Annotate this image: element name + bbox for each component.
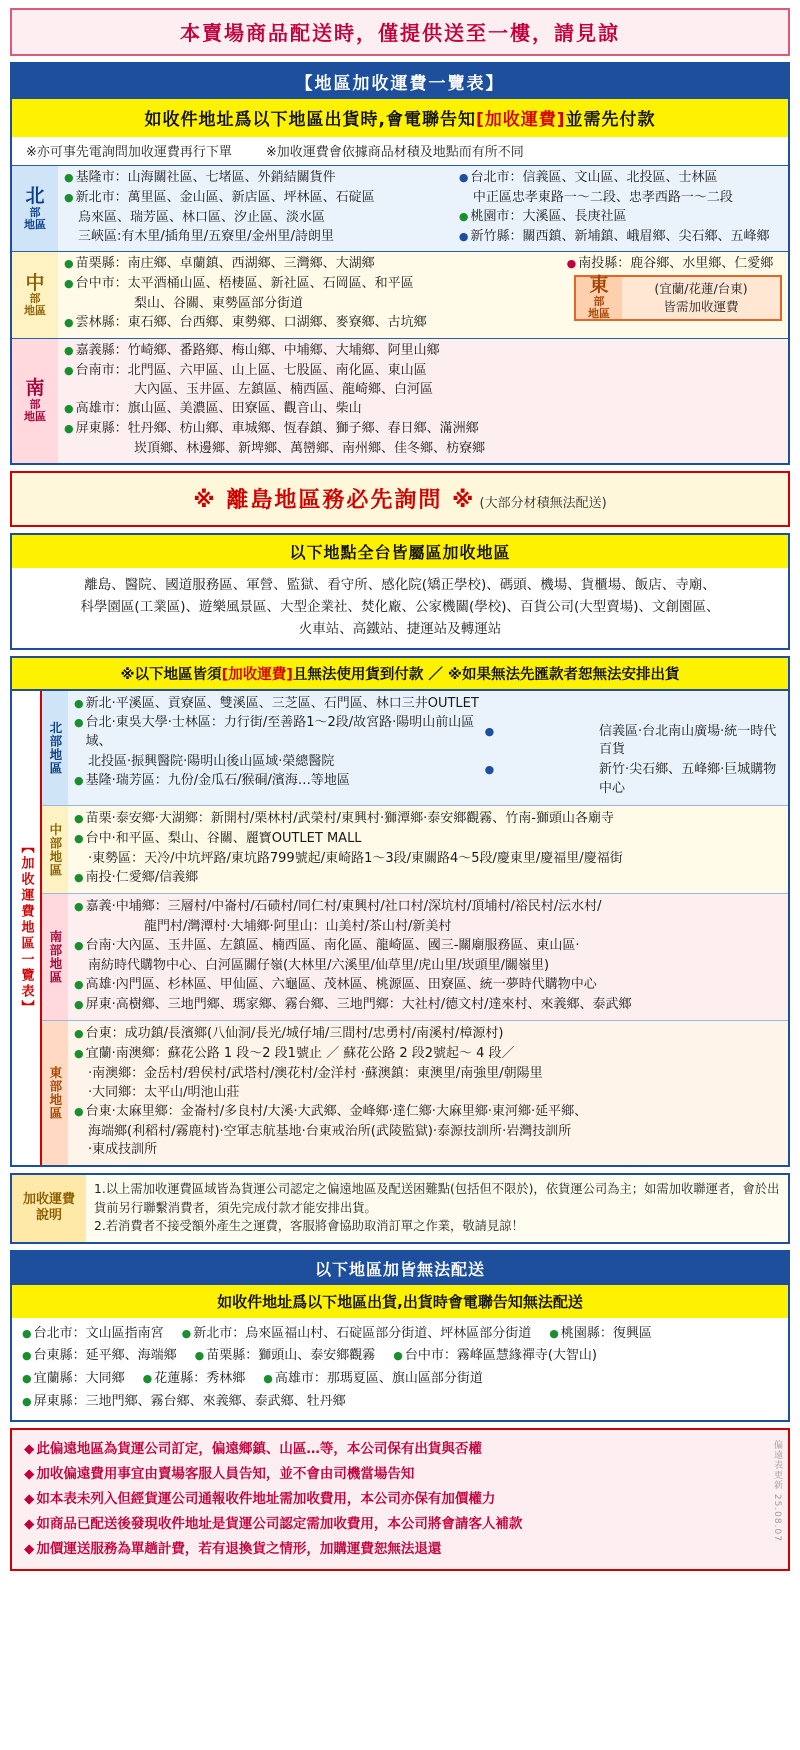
explain-item-0: 1.以上需加收運費區域皆為貨運公司認定之偏遠地區及配送困難點(包括但不限於)，依貨運公司為主；如需加收聯運者，會於出貨前另行聯繫消費者，須先完成付款才能安排出貨。 (94, 1182, 780, 1215)
surcharge-north-body: ● 新北‧平溪區、貢寮區、雙溪區、三芝區、石門區、林口三井OUTLET ● 台北‧東吳大學‧士林區：力行街/至善路1～2段/故宮路‧陽明山前山區域、 北投區‧振興醫院‧陽明山後山區域‧榮總醫院 ● 基隆‧瑞芳區：九份/金瓜石/猴硐/濱海…等地區 ● 信義區‧台北南山廣場‧統一時代百貨 ● 新竹‧尖石鄉、五峰鄉‧巨城購物中心 (68, 691, 788, 805)
bl-m-0: 苗栗‧泰安鄉‧大湖鄉：新開村/栗林村/武榮村/東興村‧獅潭鄉‧泰安鄉觀霧、竹南-獅頭山各廟寺 (85, 810, 614, 826)
bottom-note-row: ◆ 加價運送服務為單趟計費，若有退換貨之情形，加購運費恕無法退還 (24, 1540, 442, 1557)
bottom-note-1: 加收偏遠費用事宜由賣場客服人員告知，並不會由司機當場告知 (36, 1465, 415, 1482)
bl-e-0: 台東：成功鎮/長濱鄉(八仙洞/長光/城仔埔/三間村/忠勇村/南溪村/樟源村) (85, 1026, 504, 1042)
explain-item-1: 2.若消費者不接受額外產生之運費，客服將會協助取消訂單之作業，敬請見諒！ (94, 1219, 524, 1234)
north-left-3: 三峽區:有木里/插角里/五寮里/金州里/詩朗里 (78, 228, 334, 244)
cannot-0-1: 新北市：烏來區福山村、石碇區部分街道、坪林區部分街道 (193, 1325, 532, 1341)
surcharge-row-south (42, 894, 788, 1021)
bl-m-3: 南投‧仁愛鄉/信義鄉 (85, 869, 199, 885)
region-south-body: ● 嘉義縣：竹崎鄉、番路鄉、梅山鄉、中埔鄉、大埔鄉、阿里山鄉 ● 台南市：北門區、六甲區、山上區、七股區、南化區、東山區 大內區、玉井區、左鎮區、楠西區、龍崎鄉、白河區 ● 高雄市：旗山區、美濃區、田寮區、觀音山、柴山 ● 屏東縣：牡丹鄉、枋山鄉、車城鄉、恆春鎮、獅子鄉、春日鄉、滿洲鄉 崁頂鄉、林邊鄉、新埤鄉、萬巒鄉、南州鄉、佳冬鄉、枋寮鄉 (58, 339, 788, 463)
region-mid-tag-s1: 部 (29, 292, 41, 306)
north-right-0: 台北市：信義區、文山區、北投區、士林區 (470, 170, 718, 185)
fee-table-block (10, 62, 790, 465)
region-east-tag (576, 274, 622, 320)
cannot-row: ● 屏東縣：三地門鄉、霧台鄉、來義鄉、泰武鄉、牡丹鄉 (22, 1393, 346, 1409)
bl-e-2: ‧南澳鄉：金岳村/碧侯村/武塔村/澳花村/金洋村 ‧蘇澳鎮：東澳里/南強里/朝陽里 (88, 1066, 543, 1082)
bottom-note-3: 如商品已配送後發現收件地址是貨運公司認定需加收費用，本公司將會請客人補款 (36, 1515, 523, 1532)
region-north-tag-s1: 部 (29, 206, 41, 220)
south-0: 嘉義縣：竹崎鄉、番路鄉、梅山鄉、中埔鄉、大埔鄉、阿里山鄉 (75, 342, 440, 358)
region-south-tag-s2: 地區 (24, 409, 46, 423)
surcharge-row-east (42, 1021, 788, 1165)
region-mid-tag-big: 中 (25, 271, 45, 294)
bottom-note-2: 如本表未列入但經貨運公司通報收件地址需加收費用，本公司亦保有加價權力 (36, 1490, 496, 1507)
bl-s-2: 台南‧大內區、玉井區、左鎮區、楠西區、南化區、龍崎區、國三-關廟服務區、東山區‧ (85, 938, 580, 954)
bl-s-1: 龍門村/灣潭村‧大埔鄉‧阿里山：山美村/茶山村/新美村 (144, 919, 452, 935)
bl-e-1: 宜蘭‧南澳鄉：蘇花公路 1 段～2 段1號止 ／ 蘇花公路 2 段2號起～ 4 段／ (85, 1046, 515, 1062)
all-area-title: 以下地點全台皆屬區加收地區 (12, 535, 788, 568)
all-area-line-1: 科學園區(工業區)、遊樂風景區、大型企業社、焚化廠、公家機關(學校)、百貨公司(大型賣場)、文創園區、 (80, 599, 720, 616)
east-line1: (宜蘭/花蓮/台東) (654, 281, 748, 297)
bl-n-l0: 新北‧平溪區、貢寮區、雙溪區、三芝區、石門區、林口三井OUTLET (85, 695, 479, 711)
fee-table-title: 【地區加收運費一覽表】 (12, 64, 788, 99)
cannot-2-0: 宜蘭縣：大同鄉 (33, 1371, 125, 1387)
cannot-subtitle: 如收件地址爲以下地區出貨,出貨時會電聯告知無法配送 (12, 1285, 788, 1318)
region-east-tag-big: 東 (589, 274, 609, 297)
cannot-row: ● 宜蘭縣：大同鄉 ● 花蓮縣：秀林鄉 ● 高雄市：那瑪夏區、旗山區部分街道 (22, 1371, 483, 1387)
bottom-note-row: ◆ 如本表未列入但經貨運公司通報收件地址需加收費用，本公司亦保有加價權力 (24, 1490, 496, 1507)
all-area-line-0: 離島、醫院、國道服務區、軍營、監獄、看守所、感化院(矯正學校)、碼頭、機場、貨櫃場、飯店、寺廟、 (84, 576, 716, 593)
bl-m-2: ‧東勢區：天冷/中坑坪路/東坑路799號起/東崎路1～3段/東關路4～5段/慶東里/慶福里/慶福街 (88, 850, 623, 866)
region-south-tag-s1: 部 (29, 398, 41, 412)
region-north-tag-big: 北 (25, 185, 45, 208)
bl-s-5: 屏東‧高樹鄉、三地門鄉、瑪家鄉、霧台鄉、三地門鄉：大社村/德文村/達來村、來義鄉、泰武鄉 (85, 996, 632, 1012)
cannot-body (12, 1318, 788, 1420)
all-area-body (12, 568, 788, 648)
mid-left-0: 苗栗縣：南庄鄉、卓蘭鎮、西湖鄉、三灣鄉、大湖鄉 (75, 256, 375, 272)
cannot-deliver-block (10, 1250, 790, 1422)
cannot-1-2: 台中市：霧峰區慧緣禪寺(大智山) (404, 1348, 598, 1364)
top-notice-text: 本賣場商品配送時，僅提供送至一樓，請見諒 (180, 21, 620, 45)
bl-n-l2: 北投區‧振興醫院‧陽明山後山區域‧榮總醫院 (88, 754, 335, 770)
region-mid-tag-s2: 地區 (24, 304, 46, 318)
south-4: 屏東縣：牡丹鄉、枋山鄉、車城鄉、恆春鎮、獅子鄉、春日鄉、滿洲鄉 (75, 421, 479, 437)
region-mid-body: ● 苗栗縣：南庄鄉、卓蘭鎮、西湖鄉、三灣鄉、大湖鄉 ● 台中市：太平酒桶山區、梧棲區、新社區、石岡區、和平區 梨山、谷關、東勢區部分街道 ● 雲林縣：東石鄉、台西鄉、東勢鄉、口湖鄉、麥寮鄉、古坑鄉 ● 南投縣：鹿谷鄉、水里鄉、仁愛鄉 (58, 252, 788, 337)
region-east-text (622, 277, 780, 319)
surcharge-south-body: ● 嘉義‧中埔鄉：三層村/中崙村/石碛村/同仁村/東興村/社口村/深坑村/頂埔村/裕民村/沄水村/ 龍門村/灣潭村‧大埔鄉‧阿里山：山美村/茶山村/新美村 ● 台南‧大內區、玉井區、左鎮區、楠西區、南化區、龍崎區、國三-關廟服務區、東山區‧ 南紡時代購物中心、白河區關仔嶺(大林里/六溪里/仙草里/虎山里/崁頭里/關嶺里) ● 高雄‧內門區、杉林區、甲仙區、六龜區、茂林區、桃源區、田寮區、統一夢時代購物中心 ● 屏東‧高樹鄉、三地門鄉、瑪家鄉、霧台鄉、三地門鄉：大社村/德文村/達來村、來義鄉、泰武鄉 (68, 894, 788, 1020)
bottom-note-4: 加價運送服務為單趟計費，若有退換貨之情形，加購運費恕無法退還 (36, 1540, 442, 1557)
bl-n-l3: 基隆‧瑞芳區：九份/金瓜石/猴硐/濱海…等地區 (85, 772, 350, 788)
bottom-notes (10, 1428, 790, 1572)
all-area-line-2: 火車站、高鐵站、捷運站及轉運站 (298, 621, 502, 638)
surcharge-east-body: ● 台東：成功鎮/長濱鄉(八仙洞/長光/城仔埔/三間村/忠勇村/南溪村/樟源村) ● 宜蘭‧南澳鄉：蘇花公路 1 段～2 段1號止 ／ 蘇花公路 2 段2號起～ 4 段／ ‧南澳鄉：金岳村/碧侯村/武塔村/澳花村/金洋村 ‧蘇澳鎮：東澳里/南強里/朝陽里 ‧大同鄉：太平山/明池山莊 ● 台東‧太麻里鄉：金崙村/多良村/大溪‧大武鄉、金峰鄉‧達仁鄉‧大麻里鄉‧東河鄉‧延平鄉、 海端鄉(利稻村/霧鹿村)‧空軍志航基地‧台東戒治所(武陵監獄)‧泰源技訓所‧岩灣技訓所 ‧東成技訓所 (68, 1021, 788, 1165)
cannot-title: 以下地區加皆無法配送 (12, 1252, 788, 1285)
headline-part-a: 如收件地址爲以下地區出貨時,會電聯告知 (144, 110, 476, 130)
surcharge-row-mid (42, 806, 788, 894)
cannot-2-1: 花蓮縣：秀林鄉 (154, 1371, 246, 1387)
east-line2: 皆需加收運費 (663, 298, 739, 314)
bl-e-4: 台東‧太麻里鄉：金崙村/多良村/大溪‧大武鄉、金峰鄉‧達仁鄉‧大麻里鄉‧東河鄉‧延平鄉、 (85, 1103, 588, 1119)
region-east-tag-s1: 部 (593, 295, 605, 309)
surcharge-list-body (42, 691, 788, 1166)
north-left-1: 新北市：萬里區、金山區、新店區、坪林區、石碇區 (75, 189, 375, 205)
surcharge-east-tag: 東部地區 (42, 1021, 68, 1165)
cannot-0-2: 桃園縣：復興區 (560, 1325, 652, 1341)
surcharge-explain (10, 1173, 790, 1243)
south-2: 大內區、玉井區、左鎮區、楠西區、龍崎鄉、白河區 (134, 382, 434, 398)
bottom-note-row: ◆ 加收偏遠費用事宜由賣場客服人員告知，並不會由司機當場告知 (24, 1465, 415, 1482)
surcharge-mid-tag: 中部地區 (42, 806, 68, 893)
mid-left-3: 雲林縣：東石鄉、台西鄉、東勢鄉、口湖鄉、麥寮鄉、古坑鄉 (75, 314, 427, 330)
cannot-row: ● 台東縣：延平鄉、海端鄉 ● 苗栗縣：獅頭山、泰安鄉觀霧 ● 台中市：霧峰區慧緣禪寺(大智山) (22, 1348, 598, 1364)
north-right-2: 桃園市：大溪區、長庚社區 (470, 208, 627, 224)
region-north-tag-s2: 地區 (24, 217, 46, 231)
all-area-block (10, 533, 790, 650)
surcharge-list-vertical-label: 【加收運費地區一覽表】 (12, 691, 42, 1166)
bl-s-4: 高雄‧內門區、杉林區、甲仙區、六龜區、茂林區、桃源區、田寮區、統一夢時代購物中心 (85, 976, 597, 992)
headline-part-b: 並需先付款 (565, 110, 656, 130)
explain-title-l2: 說明 (35, 1208, 62, 1224)
south-5: 崁頂鄉、林邊鄉、新埤鄉、萬巒鄉、南州鄉、佳冬鄉、枋寮鄉 (134, 440, 486, 456)
surcharge-note-red: [加收運費] (221, 666, 293, 683)
region-mid-tag (12, 252, 58, 337)
north-left-0: 基隆市：山海關社區、七堵區、外銷結關貨件 (75, 170, 336, 185)
surcharge-area-list (10, 689, 790, 1168)
fee-table-headline (12, 99, 788, 137)
bl-e-5: 海端鄉(利稻村/霧鹿村)‧空軍志航基地‧台東戒治所(武陵監獄)‧泰源技訓所‧岩灣技訓所 (88, 1123, 572, 1139)
cannot-1-1: 苗栗縣：獅頭山、泰安鄉觀霧 (206, 1348, 376, 1364)
north-left-2: 烏來區、瑞芳區、林口區、汐止區、淡水區 (78, 209, 326, 225)
explain-title-l1: 加收運費 (22, 1191, 75, 1207)
island-main: ※ 離島地區務必先詢問 ※ (193, 487, 476, 513)
bottom-note-0: 此偏遠地區為貨運公司訂定，偏遠鄉鎮、山區…等，本公司保有出貨與否權 (36, 1440, 482, 1457)
island-sub: (大部分材積無法配送) (479, 495, 607, 511)
region-east-box (574, 275, 782, 321)
region-north-body: ● 基隆市：山海關社區、七堵區、外銷結關貨件 ● 新北市：萬里區、金山區、新店區、坪林區、石碇區 烏來區、瑞芳區、林口區、汐止區、淡水區 三峽區:有木里/插角里/五寮里/金州里/詩朗里 ● 台北市：信義區、文山區、北投區、士林區 中正區忠孝東路一～二段、忠孝西路一～二段 ● 桃園市：大溪區、長庚社區 ● 新竹縣：關西鎮、新埔鎮、峨眉鄉、尖石鄉、五峰鄉 (58, 166, 788, 251)
bl-n-r0: 信義區‧台北南山廣場‧統一時代百貨 (599, 723, 777, 758)
cannot-0-0: 台北市：文山區指南宮 (33, 1325, 164, 1341)
headline-red: [加收運費] (475, 110, 566, 130)
surcharge-note-line (10, 656, 790, 689)
south-3: 高雄市：旗山區、美濃區、田寮區、觀音山、柴山 (75, 401, 362, 417)
north-right-1: 中正區忠孝東路一～二段、忠孝西路一～二段 (472, 189, 733, 205)
bl-m-1: 台中‧和平區、梨山、谷關、麗寶OUTLET MALL (85, 830, 362, 846)
update-stamp: 偏遠表更新 25.08.07 (772, 1439, 782, 1542)
bl-n-r1: 新竹‧尖石鄉、五峰鄉‧巨城購物中心 (599, 762, 777, 797)
south-1: 台南市：北門區、六甲區、山上區、七股區、南化區、東山區 (75, 362, 427, 378)
north-right-3: 新竹縣：關西鎮、新埔鎮、峨眉鄉、尖石鄉、五峰鄉 (470, 228, 770, 244)
bl-e-6: ‧東成技訓所 (88, 1142, 158, 1158)
region-north (12, 165, 788, 251)
subline-right: ※加收運費會依據商品材積及地點而有所不同 (265, 145, 524, 160)
cannot-3-0: 屏東縣：三地門鄉、霧台鄉、來義鄉、泰武鄉、牡丹鄉 (33, 1393, 346, 1409)
cannot-row: ● 台北市：文山區指南宮 ● 新北市：烏來區福山村、石碇區部分街道、坪林區部分街道 ● 桃園縣：復興區 (22, 1325, 652, 1341)
surcharge-north-tag: 北部地區 (42, 691, 68, 805)
bl-s-0: 嘉義‧中埔鄉：三層村/中崙村/石碛村/同仁村/東興村/社口村/深坑村/頂埔村/裕民村/沄水村/ (85, 899, 602, 915)
mid-left-1: 台中市：太平酒桶山區、梧棲區、新社區、石岡區、和平區 (75, 276, 414, 292)
surcharge-south-tag: 南部地區 (42, 894, 68, 1020)
surcharge-note-b: 且無法使用貨到付款 ／ ※如果無法先匯款者恕無法安排出貨 (292, 666, 680, 683)
explain-text (86, 1175, 788, 1241)
region-south-tag (12, 339, 58, 463)
island-warning (10, 471, 790, 527)
explain-title (12, 1175, 86, 1241)
bottom-note-row: ◆ 如商品已配送後發現收件地址是貨運公司認定需加收費用，本公司將會請客人補款 (24, 1515, 523, 1532)
mid-left-2: 梨山、谷關、東勢區部分街道 (134, 296, 304, 312)
top-notice (10, 8, 790, 56)
bottom-note-row: ◆ 此偏遠地區為貨運公司訂定，偏遠鄉鎮、山區…等，本公司保有出貨與否權 (24, 1440, 482, 1457)
region-north-tag (12, 166, 58, 251)
bl-n-l1: 台北‧東吳大學‧士林區：力行街/至善路1～2段/故宮路‧陽明山前山區域、 (85, 715, 475, 750)
surcharge-row-north (42, 691, 788, 806)
fee-table-subline (12, 137, 788, 165)
surcharge-note-a: ※以下地區皆須 (120, 666, 222, 683)
bl-s-3: 南紡時代購物中心、白河區關仔嶺(大林里/六溪里/仙草里/虎山里/崁頭里/關嶺里) (88, 957, 550, 973)
region-east-tag-s2: 地區 (588, 306, 610, 320)
mid-right-0: 南投縣：鹿谷鄉、水里鄉、仁愛鄉 (578, 256, 774, 272)
bl-e-3: ‧大同鄉：太平山/明池山莊 (88, 1084, 240, 1100)
surcharge-mid-body: ● 苗栗‧泰安鄉‧大湖鄉：新開村/栗林村/武榮村/東興村‧獅潭鄉‧泰安鄉觀霧、竹南-獅頭山各廟寺 ● 台中‧和平區、梨山、谷關、麗寶OUTLET MALL ‧東勢區：天冷/中坑坪路/東坑路799號起/東崎路1～3段/東關路4～5段/慶東里/慶福里/慶福街 ● 南投‧仁愛鄉/信義鄉 (68, 806, 788, 893)
cannot-2-2: 高雄市：那瑪夏區、旗山區部分街道 (274, 1371, 483, 1387)
cannot-1-0: 台東縣：延平鄉、海端鄉 (33, 1348, 177, 1364)
region-south-tag-big: 南 (25, 377, 45, 400)
subline-left: ※亦可事先電詢問加收運費再行下單 (26, 145, 232, 160)
